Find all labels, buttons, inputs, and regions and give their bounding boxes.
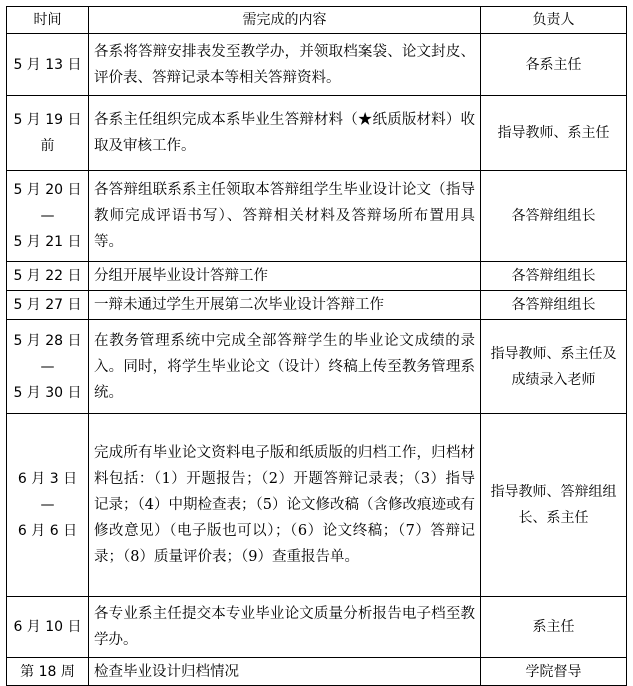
table-row [7,262,627,291]
row-owner: 指导教师、系主任 [481,96,627,171]
row-content: 各系主任组织完成本系毕业生答辩材料（★纸质版材料）收取及审核工作。 [89,96,481,171]
table-row [7,171,627,262]
time-line: 5 月 28 日 [13,332,82,349]
time-line: 5 月 27 日 [13,297,82,313]
time-line: 前 [40,138,55,154]
time-line: 第 18 周 [20,663,75,680]
row-time [7,414,89,597]
table-row [7,291,627,320]
row-time [7,597,89,658]
schedule-table [6,6,627,686]
row-content: 分组开展毕业设计答辩工作 [89,262,481,291]
time-line: 6 月 10 日 [13,619,82,635]
row-content: 检查毕业设计归档情况 [89,658,481,686]
row-owner: 指导教师、答辩组组长、系主任 [481,414,627,597]
row-owner: 各系主任 [481,34,627,96]
row-time [7,262,89,291]
row-owner: 各答辩组组长 [481,291,627,320]
row-time [7,291,89,320]
table-row [7,597,627,658]
time-line: 6 月 6 日 [17,523,78,539]
time-line: 5 月 19 日 [13,112,82,128]
row-content: 在教务管理系统中完成全部答辩学生的毕业论文成绩的录入。同时，将学生毕业论文（设计）终稿上传至教务管理系统。 [89,320,481,414]
table-header-row [7,7,627,34]
row-owner: 各答辩组组长 [481,171,627,262]
row-time [7,34,89,96]
row-content: 各答辩组联系系主任领取本答辩组学生毕业设计论文（指导教师完成评语书写）、答辩相关材料及答辩场所布置用具等。 [89,171,481,262]
header-content: 需完成的内容 [89,7,481,34]
time-line: 5 月 20 日 [13,182,82,198]
time-line: 6 月 3 日 [17,471,78,487]
row-time [7,171,89,262]
row-owner: 指导教师、系主任及成绩录入老师 [481,320,627,414]
row-time [7,320,89,414]
time-line: — [40,208,55,224]
header-time: 时间 [7,7,89,34]
table-row [7,414,627,597]
time-line: 5 月 22 日 [13,268,82,284]
row-owner: 系主任 [481,597,627,658]
header-owner: 负责人 [481,7,627,34]
table-row [7,658,627,686]
time-line: 5 月 30 日 [13,384,82,401]
row-content: 各专业系主任提交本专业毕业论文质量分析报告电子档至教学办。 [89,597,481,658]
table-row [7,34,627,96]
row-time [7,658,89,686]
table-row [7,96,627,171]
row-content: 各系将答辩安排表发至教学办，并领取档案袋、论文封皮、评价表、答辩记录本等相关答辩资料。 [89,34,481,96]
table-row [7,320,627,414]
row-owner: 各答辩组组长 [481,262,627,291]
time-line: — [40,358,55,375]
row-owner: 学院督导 [481,658,627,686]
time-line: — [40,497,55,513]
row-time [7,96,89,171]
time-line: 5 月 21 日 [13,234,82,250]
time-line: 5 月 13 日 [13,56,82,73]
row-content: 一辩未通过学生开展第二次毕业设计答辩工作 [89,291,481,320]
row-content: 完成所有毕业论文资料电子版和纸质版的归档工作，归档材料包括：（1）开题报告；（2）开题答辩记录表；（3）指导记录；（4）中期检查表；（5）论文修改稿（含修改痕迹或有修改意见）（电子版也可以）；（6）论文终稿；（7）答辩记录；（8）质量评价表；（9）查重报告单。 [89,414,481,597]
